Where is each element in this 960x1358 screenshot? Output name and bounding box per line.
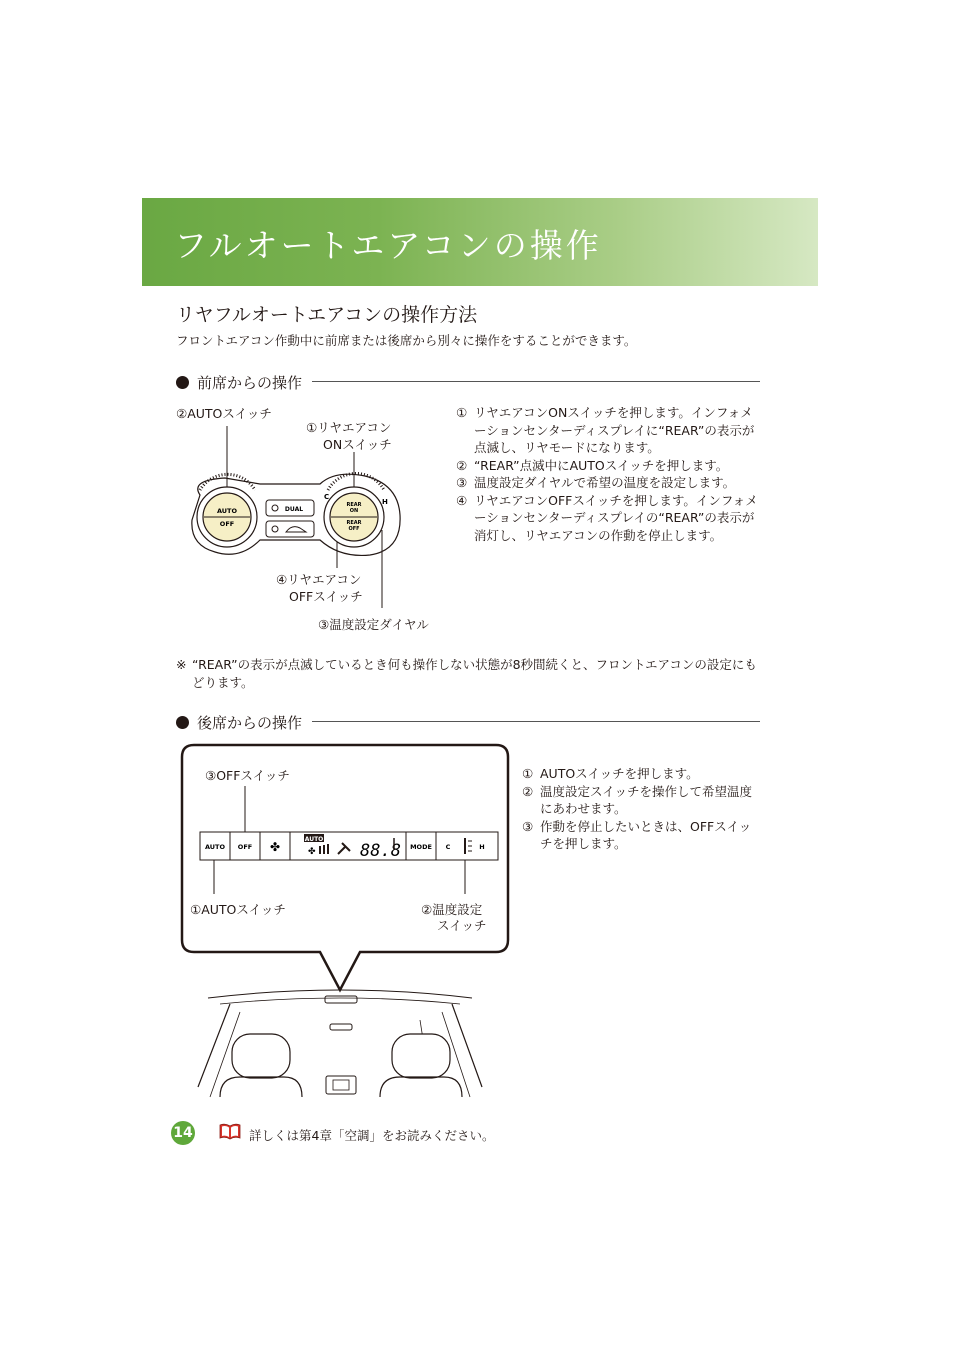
- label-rear-temp-switch-2: スイッチ: [437, 918, 487, 933]
- intro-text: フロントエアコン作動中に前席または後席から別々に操作をすることができます。: [176, 333, 637, 348]
- section-title: リヤフルオートエアコンの操作方法: [176, 304, 478, 326]
- front-step-2: ② “REAR”点滅中にAUTOスイッチを押します。: [456, 457, 729, 473]
- page-title: フルオートエアコンの操作: [174, 226, 602, 265]
- label-rear-off-switch: ③OFFスイッチ: [205, 768, 290, 783]
- rear-section-heading: 後席からの操作: [176, 712, 302, 733]
- page-number: 14: [171, 1121, 195, 1145]
- rear-temp-display: 88.8: [360, 841, 401, 861]
- rear-panel-off: OFF: [237, 843, 253, 851]
- rear-step-1: ① AUTOスイッチを押します。: [522, 766, 699, 781]
- label-rear-off-switch-2: OFFスイッチ: [289, 589, 363, 604]
- label-temp-dial: ③温度設定ダイヤル: [318, 617, 429, 632]
- label-rear-temp-switch: ②温度設定: [421, 902, 483, 917]
- rear-step-2: ② 温度設定スイッチを操作して希望温度にあわせます。: [522, 783, 753, 816]
- panel-rear-off-text-2: OFF: [348, 526, 360, 532]
- front-step-1: ① リヤエアコンONスイッチを押します。インフォメーションセンターディスプレイに“REAR”の表示が点滅し、リヤモードになります。: [456, 405, 755, 455]
- bullet-icon: [176, 716, 189, 729]
- label-rear-off-switch: ④リヤエアコン: [276, 572, 362, 587]
- front-steps: [456, 404, 760, 544]
- divider: [312, 721, 760, 722]
- panel-off-text: OFF: [219, 520, 235, 528]
- rear-panel-mode: MODE: [410, 843, 432, 851]
- chapter-reference: 詳しくは第4章「空調」をお読みください。: [249, 1128, 495, 1143]
- front-step-4: ④ リヤエアコンOFFスイッチを押します。インフォメーションセンターディスプレイの“REAR”の表示が消灯し、リヤエアコンの作動を停止します。: [456, 492, 758, 543]
- label-rear-auto-switch: ①AUTOスイッチ: [190, 902, 286, 917]
- label-auto-switch: ②AUTOスイッチ: [176, 406, 272, 421]
- rear-panel-h: H: [479, 843, 485, 851]
- panel-rear-on-text-2: ON: [349, 508, 359, 514]
- note: ※ “REAR”の表示が点滅しているとき何も操作しない状態が8秒間続くと、フロントエアコンの設定にもどります。: [176, 657, 757, 690]
- divider: [312, 381, 760, 382]
- rear-panel-c: C: [445, 843, 451, 851]
- book-icon: [219, 1122, 241, 1140]
- panel-c-text: C: [324, 493, 330, 501]
- label-rear-on-switch-2: ONスイッチ: [323, 437, 392, 452]
- panel-dual-text: DUAL: [284, 506, 304, 513]
- rear-steps: [522, 765, 760, 853]
- front-section-heading: 前席からの操作: [176, 372, 302, 393]
- front-step-3: ③ 温度設定ダイヤルで希望の温度を設定します。: [456, 475, 736, 490]
- fan-icon: ✤: [269, 840, 281, 854]
- panel-rear-on-text: REAR: [346, 502, 362, 508]
- front-panel-illustration: [160, 400, 450, 615]
- bullet-icon: [176, 376, 189, 389]
- label-rear-on-switch: ①リヤエアコン: [306, 420, 392, 435]
- display-fan-icon: ✤: [308, 847, 316, 857]
- rear-panel-auto: AUTO: [204, 843, 226, 851]
- panel-rear-off-text: REAR: [346, 520, 362, 526]
- panel-auto-text: AUTO: [216, 507, 238, 515]
- rear-display-auto: AUTO: [304, 836, 324, 843]
- panel-h-text: H: [382, 498, 388, 506]
- rear-step-3: ③ 作動を停止したいときは、OFFスイッチを押します。: [522, 818, 752, 851]
